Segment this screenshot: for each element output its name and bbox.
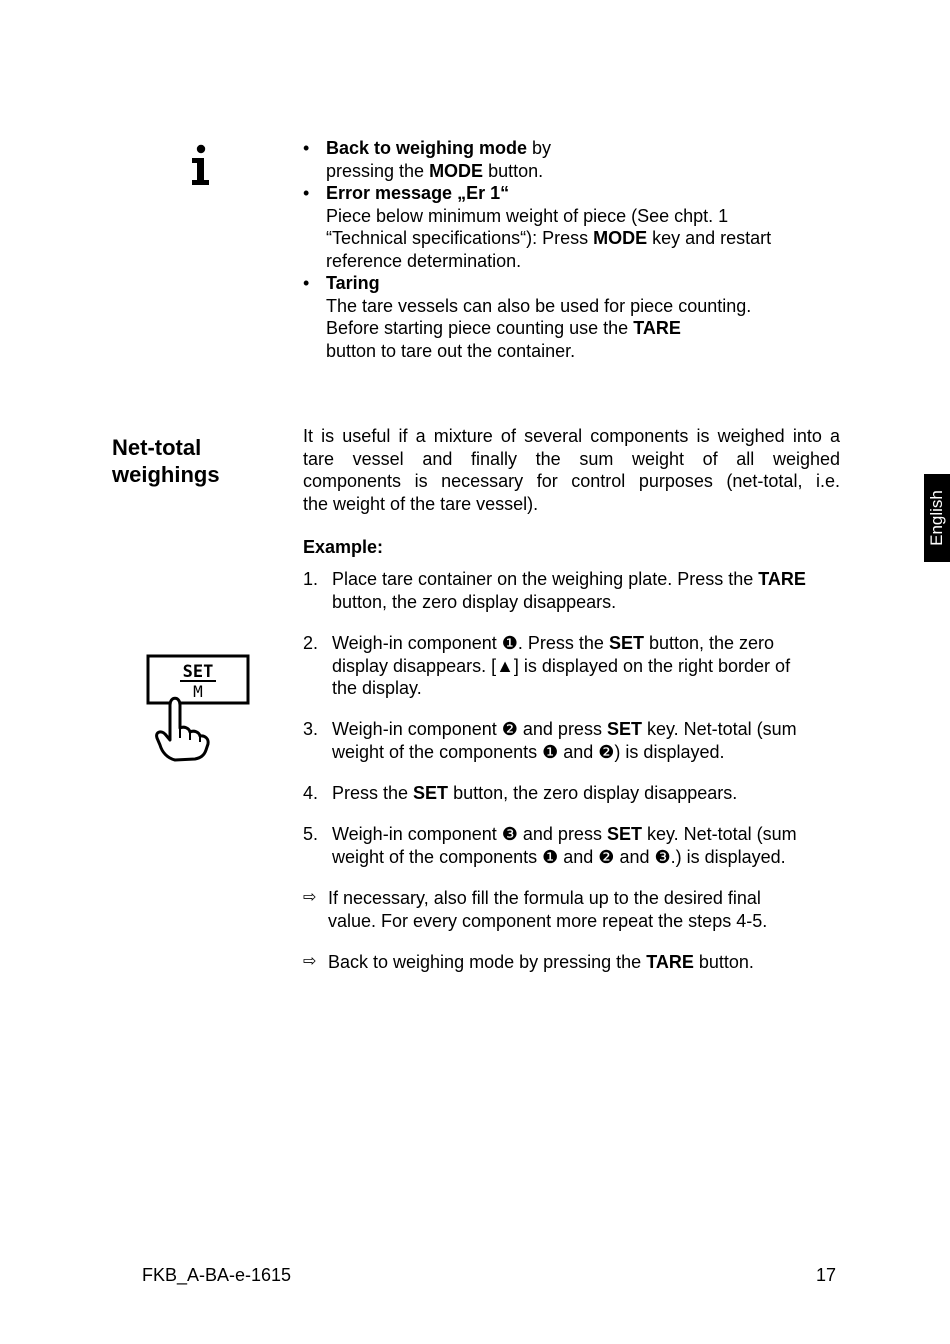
info-icon (186, 144, 216, 186)
step-2: 2. Weigh-in component ❶. Press the SET button, the zero display disappears. [▲] is displayed on the right border of the display. (303, 633, 791, 698)
step-number: 5. (303, 824, 319, 844)
note-back-to-weighing: ⇨ Back to weighing mode by pressing the TARE button. (303, 952, 754, 972)
set-key-top-label: SET (182, 662, 214, 682)
language-tab-label: English (927, 490, 946, 546)
bullet-back-to-weighing: • Back to weighing mode by pressing the MODE button. (303, 138, 552, 181)
footer-doc-id: FKB_A-BA-e-1615 (142, 1265, 292, 1285)
language-tab (924, 474, 950, 562)
bullet-taring: • Taring The tare vessels can also be used for piece counting. Before starting piece counting use the TARE button to tare out the container. (303, 273, 752, 361)
bullet-marker: • (303, 183, 310, 203)
step-number: 1. (303, 569, 319, 589)
set-key-bottom-label: M (193, 682, 203, 701)
step-3: 3. Weigh-in component ❷ and press SET key. Net-total (sum weight of the components ❶ and ❷) is displayed. (303, 719, 797, 762)
example-label: Example: (303, 537, 384, 557)
section-heading: Net-total weighings (112, 435, 220, 487)
set-key-press-icon (145, 652, 253, 764)
step-number: 4. (303, 783, 319, 803)
step-5: 5. Weigh-in component ❸ and press SET key. Net-total (sum weight of the components ❶ and ❷ and ❸.) is displayed. (303, 824, 797, 867)
bullet-error-message: • Error message „Er 1“ Piece below minimum weight of piece (See chpt. 1 “Technical specifications“): Press MODE key and restart reference determination. (303, 183, 772, 271)
step-number: 3. (303, 719, 319, 739)
page-number: 17 (816, 1265, 837, 1285)
info-bullet-list (303, 137, 823, 362)
intro-paragraph: It is useful if a mixture of several components is weighed into a tare vessel and finally the sum weight of all weighed components is necessary for control purposes (net-total, i.e. the weight of the tare vessel). (303, 426, 840, 514)
bullet-marker: • (303, 273, 310, 293)
step-number: 2. (303, 633, 319, 653)
note-fill-formula: ⇨ If necessary, also fill the formula up to the desired final value. For every component more repeat the steps 4-5. (303, 888, 768, 931)
step-1: 1. Place tare container on the weighing plate. Press the TARE button, the zero display disappears. (303, 569, 806, 612)
arrow-right-icon: ⇨ (303, 953, 317, 970)
arrow-right-icon: ⇨ (303, 889, 317, 906)
step-4: 4. Press the SET button, the zero display disappears. (303, 783, 738, 803)
bullet-marker: • (303, 138, 310, 158)
